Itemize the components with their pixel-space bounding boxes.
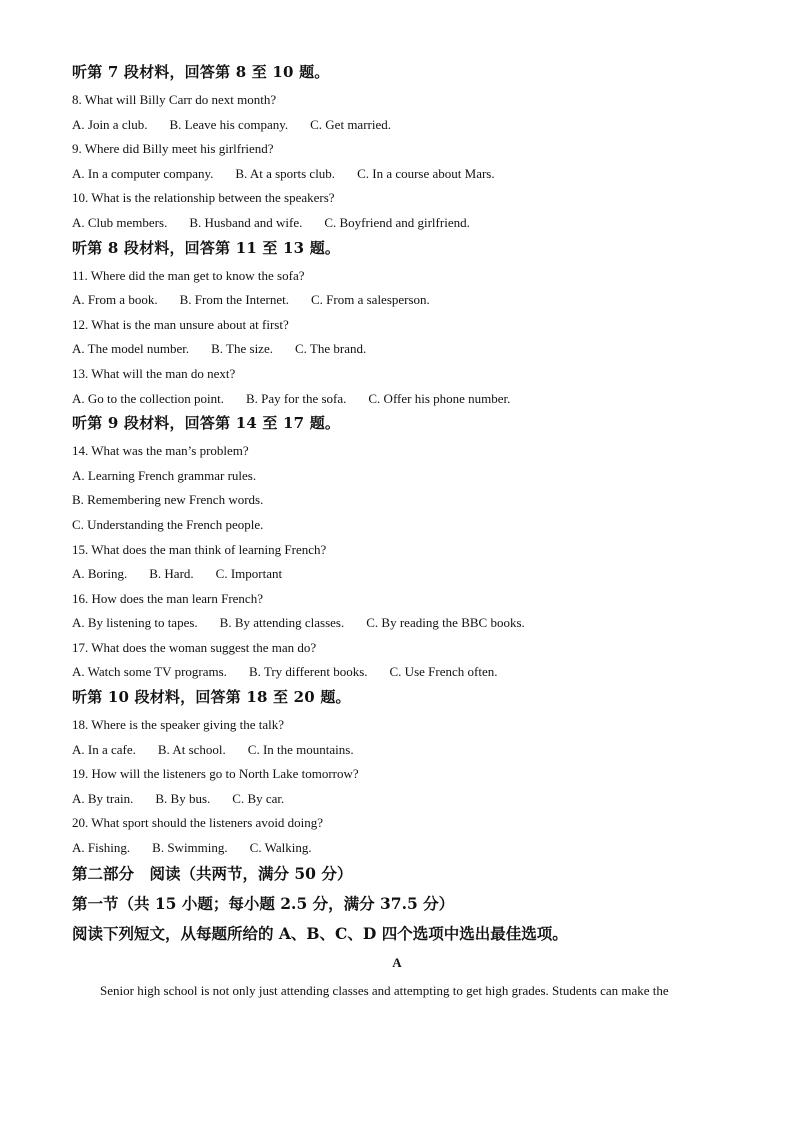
option-b: B. By bus. — [155, 790, 211, 806]
option-c: C. Important — [215, 566, 283, 582]
section-heading-9: 听第 9 段材料，回答第 14 至 17 题。 — [72, 414, 341, 433]
option-c: C. From a salesperson. — [311, 292, 430, 308]
passage-text: Senior high school is not only just attending classes and attempting to get high grades. Students can make the — [100, 982, 669, 998]
option-a: A. In a cafe. — [72, 741, 136, 757]
options-18 — [72, 740, 722, 765]
option-c: C. By car. — [232, 790, 285, 806]
question-14: 14. What was the man’s problem? — [72, 443, 249, 459]
option-a: A. Learning French grammar rules. — [72, 467, 257, 483]
option-b: B. Husband and wife. — [189, 214, 303, 230]
options-11 — [72, 290, 722, 315]
option-c: C. Walking. — [249, 840, 312, 856]
options-19 — [72, 789, 722, 814]
option-a: A. The model number. — [72, 341, 190, 357]
options-12 — [72, 339, 722, 364]
section-one-title: 第一节（共 15 小题；每小题 2.5 分，满分 37.5 分） — [72, 893, 455, 913]
option-a: A. By train. — [72, 790, 134, 806]
option-a: A. Join a club. — [72, 116, 148, 132]
option-a: A. Boring. — [72, 566, 128, 582]
options-8 — [72, 115, 722, 140]
passage-label: A — [392, 954, 402, 970]
question-9: 9. Where did Billy meet his girlfriend? — [72, 141, 274, 157]
part-two-title: 第二部分 阅读（共两节，满分 50 分） — [72, 863, 353, 883]
option-c: C. Use French often. — [389, 664, 498, 680]
option-c: C. By reading the BBC books. — [366, 615, 525, 631]
section-heading-7: 听第 7 段材料，回答第 8 至 10 题。 — [72, 63, 330, 81]
option-a: A. In a computer company. — [72, 165, 214, 181]
option-b: B. Pay for the sofa. — [246, 390, 347, 406]
option-c: C. Understanding the French people. — [72, 516, 264, 532]
section-heading-8: 听第 8 段材料，回答第 11 至 13 题。 — [72, 238, 341, 257]
question-8: 8. What will Billy Carr do next month? — [72, 92, 277, 107]
options-17 — [72, 662, 722, 687]
option-b: B. The size. — [211, 341, 273, 357]
question-12: 12. What is the man unsure about at first? — [72, 316, 289, 332]
question-20: 20. What sport should the listeners avoid doing? — [72, 815, 324, 831]
section-heading-10: 听第 10 段材料，回答第 18 至 20 题。 — [72, 688, 351, 707]
option-b: B. From the Internet. — [179, 292, 289, 308]
reading-instruction: 阅读下列短文，从每题所给的 A、B、C、D 四个选项中选出最佳选项。 — [72, 923, 568, 943]
option-a: A. Watch some TV programs. — [72, 664, 227, 680]
option-b: B. Swimming. — [152, 840, 228, 856]
options-16 — [72, 613, 722, 638]
options-20 — [72, 838, 722, 863]
question-16: 16. How does the man learn French? — [72, 590, 263, 606]
options-9 — [72, 164, 722, 189]
exam-page — [72, 62, 722, 1001]
option-b: B. At school. — [157, 741, 226, 757]
question-10: 10. What is the relationship between the speakers? — [72, 190, 335, 206]
options-13 — [72, 389, 722, 414]
option-c: C. Boyfriend and girlfriend. — [324, 214, 470, 230]
option-b: B. Leave his company. — [169, 116, 289, 132]
option-a: A. By listening to tapes. — [72, 615, 198, 631]
question-17: 17. What does the woman suggest the man do? — [72, 639, 317, 655]
option-a: A. Go to the collection point. — [72, 390, 225, 406]
option-a: A. Club members. — [72, 214, 168, 230]
option-c: C. The brand. — [294, 341, 367, 357]
option-c: C. In a course about Mars. — [357, 165, 495, 181]
options-10 — [72, 213, 722, 238]
option-c: C. Get married. — [310, 116, 391, 132]
option-a: A. Fishing. — [72, 840, 131, 856]
question-18: 18. Where is the speaker giving the talk? — [72, 717, 285, 733]
option-a: A. From a book. — [72, 292, 158, 308]
option-b: B. At a sports club. — [235, 165, 336, 181]
question-19: 19. How will the listeners go to North Lake tomorrow? — [72, 766, 359, 782]
option-b: B. Hard. — [149, 566, 194, 582]
option-b: B. Try different books. — [248, 664, 368, 680]
option-b: B. By attending classes. — [219, 615, 345, 631]
option-c: C. In the mountains. — [247, 741, 354, 757]
question-13: 13. What will the man do next? — [72, 365, 236, 381]
question-11: 11. Where did the man get to know the sofa? — [72, 267, 305, 283]
options-15 — [72, 564, 722, 589]
option-c: C. Offer his phone number. — [368, 390, 511, 406]
option-b: B. Remembering new French words. — [72, 492, 264, 508]
question-15: 15. What does the man think of learning French? — [72, 541, 327, 557]
